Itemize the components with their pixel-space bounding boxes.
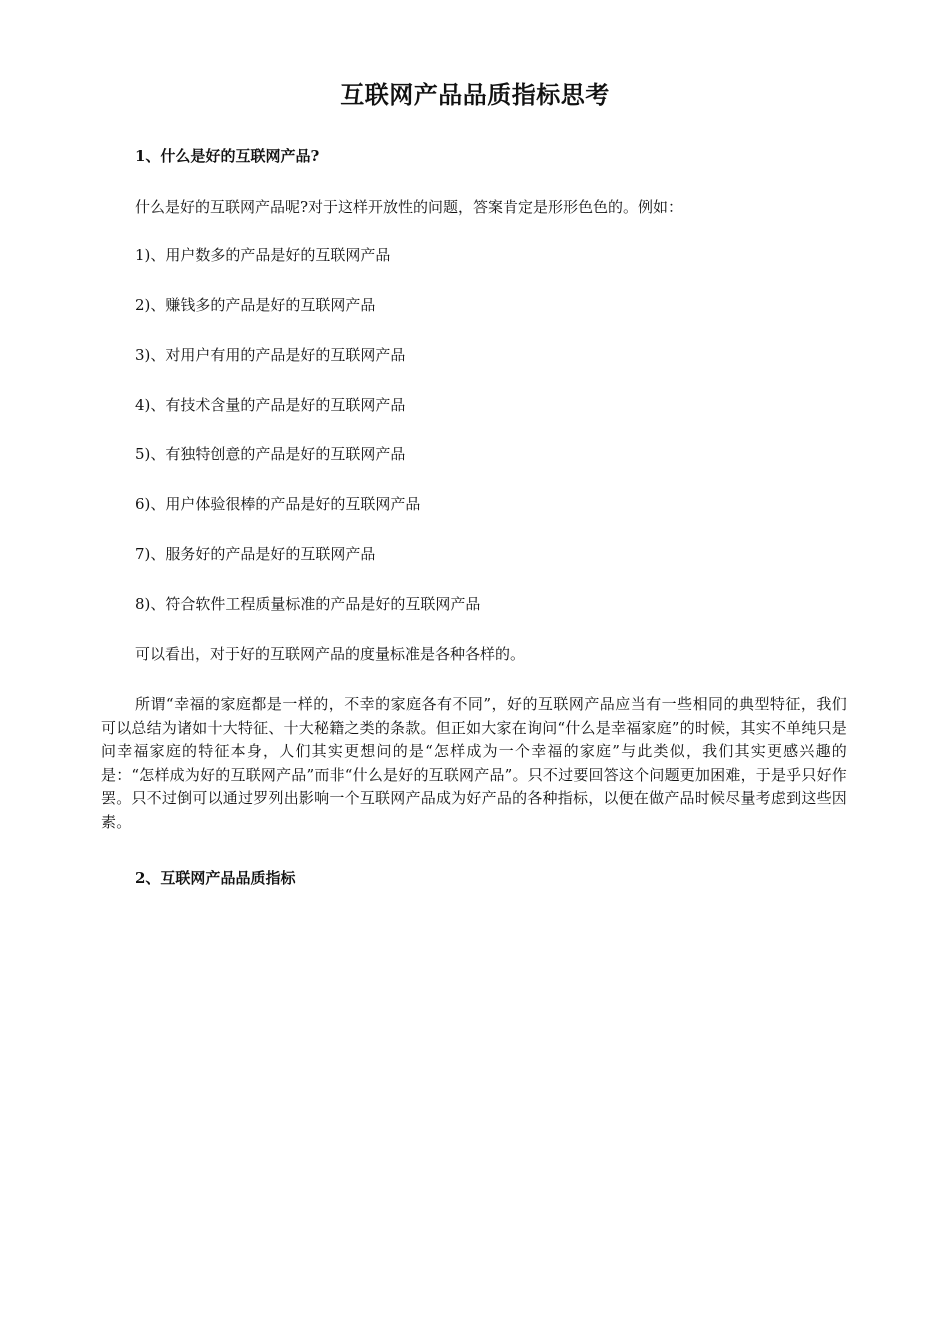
example-item-8: 8)、符合软件工程质量标准的产品是好的互联网产品 xyxy=(135,595,481,613)
example-item-7: 7)、服务好的产品是好的互联网产品 xyxy=(135,545,376,563)
example-item-3: 3)、对用户有用的产品是好的互联网产品 xyxy=(135,346,406,364)
example-item-1: 1)、用户数多的产品是好的互联网产品 xyxy=(135,246,391,264)
example-item-4: 4)、有技术含量的产品是好的互联网产品 xyxy=(135,396,406,414)
section-1-heading: 1、什么是好的互联网产品? xyxy=(135,147,320,165)
body-paragraph: 所谓“幸福的家庭都是一样的，不幸的家庭各有不同”，好的互联网产品应当有一些相同的典型特征，我们可以总结为诸如十大特征、十大秘籍之类的条款。但正如大家在询问“什么是幸福家庭”的时候，其实不单纯只是问幸福家庭的特征本身，人们其实更想问的是“怎样成为一个幸福的家庭”与此类似，我们其实更感兴趣的是：“怎样成为好的互联网产品”而非“什么是好的互联网产品”。只不过要回答这个问题更加困难，于是乎只好作罢。只不过倒可以通过罗列出影响一个互联网产品成为好产品的各种指标，以便在做产品时候尽量考虑到这些因素。 xyxy=(101,695,847,831)
section-2-heading: 2、互联网产品品质指标 xyxy=(135,869,296,887)
intro-text: 什么是好的互联网产品呢?对于这样开放性的问题，答案肯定是形形色色的。例如： xyxy=(135,198,684,216)
example-item-5: 5)、有独特创意的产品是好的互联网产品 xyxy=(135,445,406,463)
example-item-6: 6)、用户体验很棒的产品是好的互联网产品 xyxy=(135,495,421,513)
example-item-2: 2)、赚钱多的产品是好的互联网产品 xyxy=(135,296,376,314)
document-title: 互联网产品品质指标思考 xyxy=(340,81,610,109)
conclusion-text: 可以看出，对于好的互联网产品的度量标准是各种各样的。 xyxy=(135,645,526,663)
